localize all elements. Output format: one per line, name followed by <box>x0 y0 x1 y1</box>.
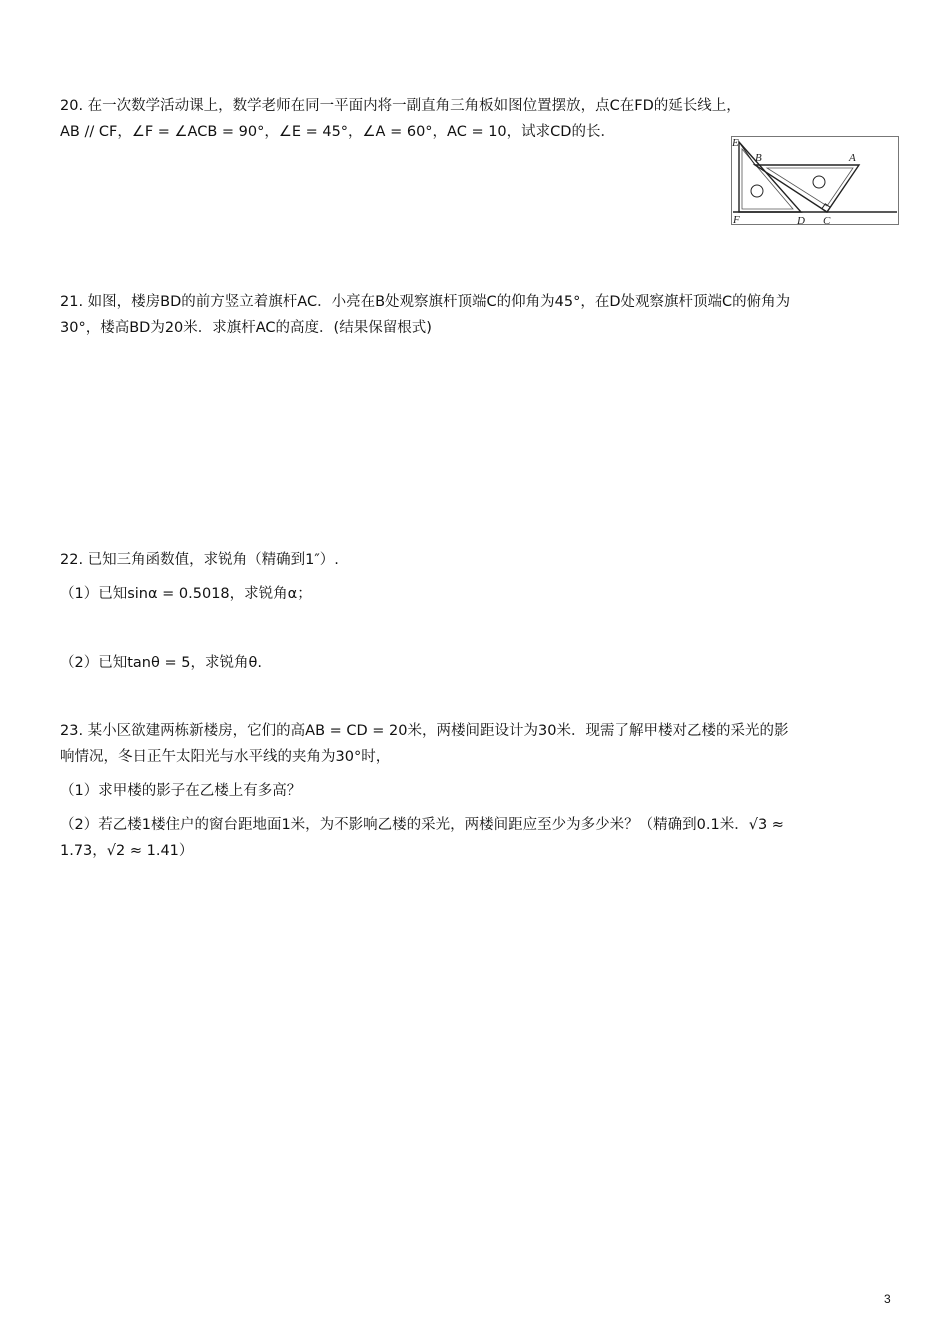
problem-23-part-2-line-2: 1.73，√2 ≈ 1.41） <box>60 843 194 859</box>
problem-21-line-1: 21. 如图，楼房BD的前方竖立着旗杆AC．小亮在B处观察旗杆顶端C的仰角为45°，在D处观察旗杆顶端C的俯角为 <box>60 294 791 310</box>
problem-20-line-1: 20. 在一次数学活动课上，数学老师在同一平面内将一副直角三角板如图位置摆放，点C在FD的延长线上， <box>60 98 741 114</box>
problem-20-line-2: AB // CF，∠F = ∠ACB = 90°，∠E = 45°，∠A = 60°，AC = 10，试求CD的长． <box>60 124 615 140</box>
hole-circle-1 <box>751 185 763 197</box>
problem-23-part-2-line-1: （2）若乙楼1楼住户的窗台距地面1米，为不影响乙楼的采光，两楼间距应至少为多少米？（精确到0.1米．√3 ≈ <box>60 817 784 833</box>
page-number: 3 <box>884 1292 891 1306</box>
problem-22-part-2: （2）已知tanθ = 5，求锐角θ. <box>60 655 262 671</box>
problem-22-part-1: （1）已知sinα = 0.5018，求锐角α； <box>60 586 312 602</box>
problem-21-line-2: 30°，楼高BD为20米．求旗杆AC的高度．(结果保留根式) <box>60 320 432 336</box>
problem-23-line-2: 响情况，冬日正午太阳光与水平线的夹角为30°时， <box>60 749 391 765</box>
hole-circle-2 <box>813 176 825 188</box>
label-f: F <box>733 214 740 225</box>
problem-20-figure <box>731 136 899 225</box>
triangle-efd <box>739 142 801 212</box>
triangle-board-diagram <box>731 136 899 225</box>
problem-22-line-1: 22. 已知三角函数值，求锐角（精确到1″）. <box>60 552 339 568</box>
label-b: B <box>755 152 762 164</box>
problem-23-line-1: 23. 某小区欲建两栋新楼房，它们的高AB = CD = 20米，两楼间距设计为30米．现需了解甲楼对乙楼的采光的影 <box>60 723 789 739</box>
edge-eb <box>739 142 755 165</box>
problem-23-part-1: （1）求甲楼的影子在乙楼上有多高？ <box>60 783 302 799</box>
label-d: D <box>797 215 805 225</box>
label-e: E <box>732 137 739 149</box>
label-a: A <box>849 152 856 164</box>
label-c: C <box>823 215 831 225</box>
triangle-bac <box>755 165 859 212</box>
